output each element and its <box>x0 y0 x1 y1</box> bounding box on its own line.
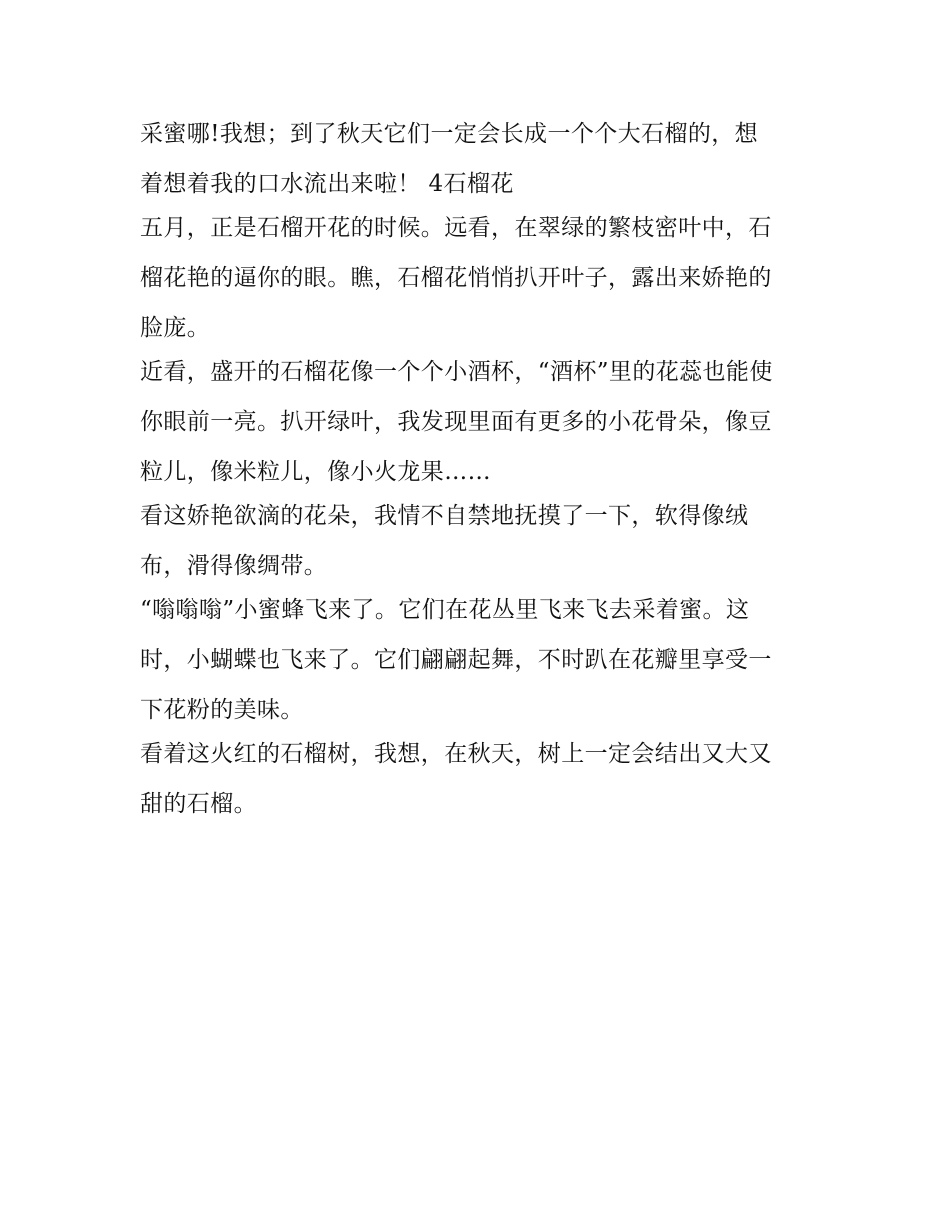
paragraph-6 <box>140 734 830 824</box>
document-body <box>140 110 830 824</box>
paragraph-4 <box>140 496 830 586</box>
text-line: 采蜜哪!我想；到了秋天它们一定会长成一个个大石榴的，想 <box>140 121 759 147</box>
paragraph-3 <box>140 352 830 492</box>
text-line: 看着这火红的石榴树，我想，在秋天，树上一定会结出又大又 <box>140 741 772 767</box>
text-line: 甜的石榴。 <box>140 791 257 817</box>
text-line: 五月，正是石榴开花的时候。远看，在翠绿的繁枝密叶中，石 <box>140 215 772 241</box>
text-line: “嗡嗡嗡”小蜜蜂飞来了。它们在花丛里飞来飞去采着蜜。这 <box>140 597 750 623</box>
paragraph-2 <box>140 208 830 348</box>
text-line: 时，小蝴蝶也飞来了。它们翩翩起舞，不时趴在花瓣里享受一 <box>140 647 772 673</box>
paragraph-1 <box>140 114 830 204</box>
text-line: 脸庞。 <box>140 315 211 341</box>
text-line: 布，滑得像绸带。 <box>140 553 328 579</box>
text-line: 着想着我的口水流出来啦！ 4石榴花 <box>140 171 514 197</box>
text-line: 榴花艳的逼你的眼。瞧，石榴花悄悄扒开叶子，露出来娇艳的 <box>140 265 772 291</box>
text-line: 下花粉的美味。 <box>140 697 304 723</box>
text-line: 看这娇艳欲滴的花朵，我情不自禁地抚摸了一下，软得像绒 <box>140 503 749 529</box>
text-line: 你眼前一亮。扒开绿叶，我发现里面有更多的小花骨朵，像豆 <box>140 409 772 435</box>
text-line: 近看，盛开的石榴花像一个个小酒杯，“酒杯”里的花蕊也能使 <box>140 359 773 385</box>
text-line: 粒儿，像米粒儿，像小火龙果…… <box>140 459 491 485</box>
paragraph-5 <box>140 590 830 730</box>
